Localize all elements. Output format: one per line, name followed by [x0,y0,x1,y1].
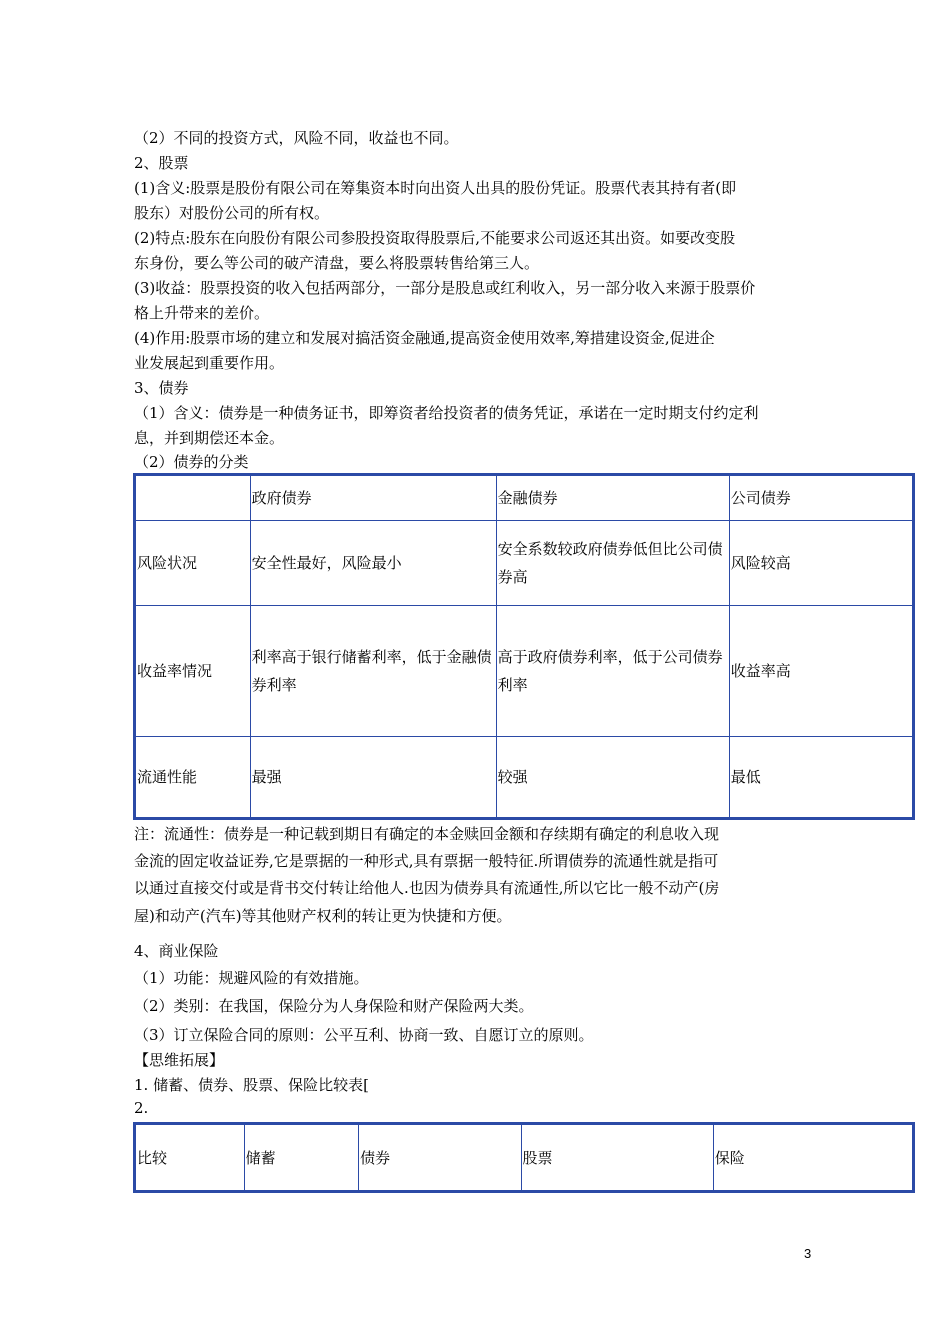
table-cell: 股票 [521,1124,713,1192]
text-line: 1. 储蓄、债券、股票、保险比较表[ [134,1076,369,1094]
text-line: 格上升带来的差价。 [134,304,270,322]
table-cell: 收益率情况 [135,606,251,737]
table-row [135,737,914,819]
table-cell: 金融债券 [496,475,729,521]
text-line: （1）功能：规避风险的有效措施。 [134,969,369,987]
table-cell: 利率高于银行储蓄利率，低于金融债券利率 [250,606,496,737]
table-cell: 最强 [250,737,496,819]
text-line: （3）订立保险合同的原则：公平互利、协商一致、自愿订立的原则。 [134,1026,594,1044]
text-line: (3)收益：股票投资的收入包括两部分，一部分是股息或红利收入，另一部分收入来源于股票价 [134,279,756,297]
table-cell: 流通性能 [135,737,251,819]
table-cell: 公司债券 [729,475,913,521]
table-cell: 保险 [713,1124,913,1192]
section-heading: 4、商业保险 [134,942,219,960]
section-heading: 【思维拓展】 [134,1051,225,1069]
text-line: 股东）对股份公司的所有权。 [134,204,330,222]
table-cell: 风险状况 [135,521,251,606]
table-cell: 最低 [729,737,913,819]
text-line: （2）不同的投资方式，风险不同，收益也不同。 [134,129,459,147]
text-line: （2）类别：在我国，保险分为人身保险和财产保险两大类。 [134,997,534,1015]
table-header-row [135,475,914,521]
bond-classification-table [133,473,915,820]
table-cell: 收益率高 [729,606,913,737]
table-cell: 较强 [496,737,729,819]
table-cell: 债券 [359,1124,521,1192]
note-line: 以通过直接交付或是背书交付转让给他人.也因为债券具有流通性,所以它比一般不动产(房 [134,879,720,897]
text-line: （1）含义：债券是一种债务证书，即筹资者给投资者的债务凭证，承诺在一定时期支付约定利 [134,404,759,422]
text-line: (1)含义:股票是股份有限公司在筹集资本时向出资人出具的股份凭证。股票代表其持有者(即 [134,179,737,197]
section-heading: 2、股票 [134,154,189,172]
table-row [135,521,914,606]
table-cell: 安全系数较政府债券低但比公司债券高 [496,521,729,606]
table-cell: 比较 [135,1124,245,1192]
table-cell: 安全性最好，风险最小 [250,521,496,606]
table-cell: 政府债券 [250,475,496,521]
text-line: 东身份，要么等公司的破产清盘，要么将股票转售给第三人。 [134,254,540,272]
comparison-table [133,1122,915,1193]
text-line: 2. [134,1099,149,1117]
text-line: (4)作用:股票市场的建立和发展对搞活资金融通,提高资金使用效率,筹措建设资金,促进企 [134,329,715,347]
table-cell: 储蓄 [244,1124,359,1192]
text-line: (2)特点:股东在向股份有限公司参股投资取得股票后,不能要求公司返还其出资。如要改变股 [134,229,736,247]
table-row [135,606,914,737]
text-line: （2）债券的分类 [134,453,249,471]
table-header-row [135,1124,914,1192]
note-line: 金流的固定收益证券,它是票据的一种形式,具有票据一般特征.所谓债券的流通性就是指可 [134,852,719,870]
note-line: 注：流通性：债券是一种记载到期日有确定的本金赎回金额和存续期有确定的利息收入现 [134,825,720,843]
page-number: 3 [804,1246,812,1261]
table-cell [135,475,251,521]
note-line: 屋)和动产(汽车)等其他财产权利的转让更为快捷和方便。 [134,907,512,925]
section-heading: 3、债券 [134,379,189,397]
text-line: 息，并到期偿还本金。 [134,429,285,447]
table-cell: 风险较高 [729,521,913,606]
table-cell: 高于政府债券利率，低于公司债券利率 [496,606,729,737]
text-line: 业发展起到重要作用。 [134,354,285,372]
